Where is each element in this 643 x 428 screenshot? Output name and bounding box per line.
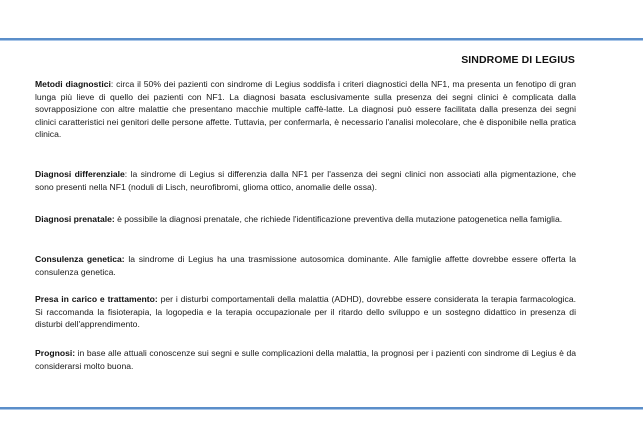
section-metodi-diagnostici: [35, 78, 576, 141]
section-prognosi: [35, 347, 576, 372]
section-text: la sindrome di Legius si differenzia dalla NF1 per l'assenza dei segni clinici non associati alla pigmentazione, che sono presenti nella NF1 (noduli di Lisch, neurofibromi, glioma ottico, anomalie delle ossa).: [35, 169, 576, 192]
section-heading: Consulenza genetica:: [35, 254, 125, 264]
section-separator: :: [124, 169, 131, 179]
section-text: la sindrome di Legius ha una trasmissione autosomica dominante. Alle famiglie affette dovrebbe essere offerta la consulenza genetica.: [35, 254, 576, 277]
section-text: per i disturbi comportamentali della malattia (ADHD), dovrebbe essere considerata la terapia farmacologica. Si raccomanda la fisioterapia, la logopedia e la terapia occupazionale per il ritardo dello sviluppo e un sostegno didattico in presenza di disturbi dell'apprendimento.: [35, 294, 576, 329]
header-divider: [0, 38, 643, 40]
section-text: è possibile la diagnosi prenatale, che richiede l'identificazione preventiva della mutazione patogenetica nella famiglia.: [117, 214, 563, 224]
section-heading: Diagnosi prenatale:: [35, 214, 115, 224]
section-heading: Prognosi:: [35, 348, 76, 358]
section-heading: Diagnosi differenziale: [35, 169, 125, 179]
section-text: in base alle attuali conoscenze sui segni e sulle complicazioni della malattia, la prognosi per i pazienti con sindrome di Legius è da considerarsi molto buona.: [35, 348, 576, 371]
section-heading: Metodi diagnostici: [35, 79, 111, 89]
section-heading: Presa in carico e trattamento:: [35, 294, 158, 304]
footer-divider: [0, 407, 643, 409]
section-diagnosi-prenatale: [35, 213, 576, 226]
section-separator: :: [110, 79, 117, 89]
page-title: SINDROME DI LEGIUS: [461, 54, 575, 66]
section-presa-in-carico: [35, 293, 576, 331]
section-text: circa il 50% dei pazienti con sindrome di Legius soddisfa i criteri diagnostici della NF1, ma presenta un fenotipo di gran lunga più lieve di quello dei pazienti con NF1. La diagnosi basata esclusivamente sulla presenza dei segni clinici è complicata dalla sovrapposizione con altre malattie che presentano macchie multiple caffè-latte. La diagnosi può essere facilitata dalla presenza dei segni clinici caratteristici nei genitori delle persone affette. Tuttavia, per confermarla, è necessario l'analisi molecolare, che è disponibile nella pratica clinica.: [35, 79, 577, 139]
section-consulenza-genetica: [35, 253, 576, 278]
section-diagnosi-differenziale: [35, 168, 576, 193]
